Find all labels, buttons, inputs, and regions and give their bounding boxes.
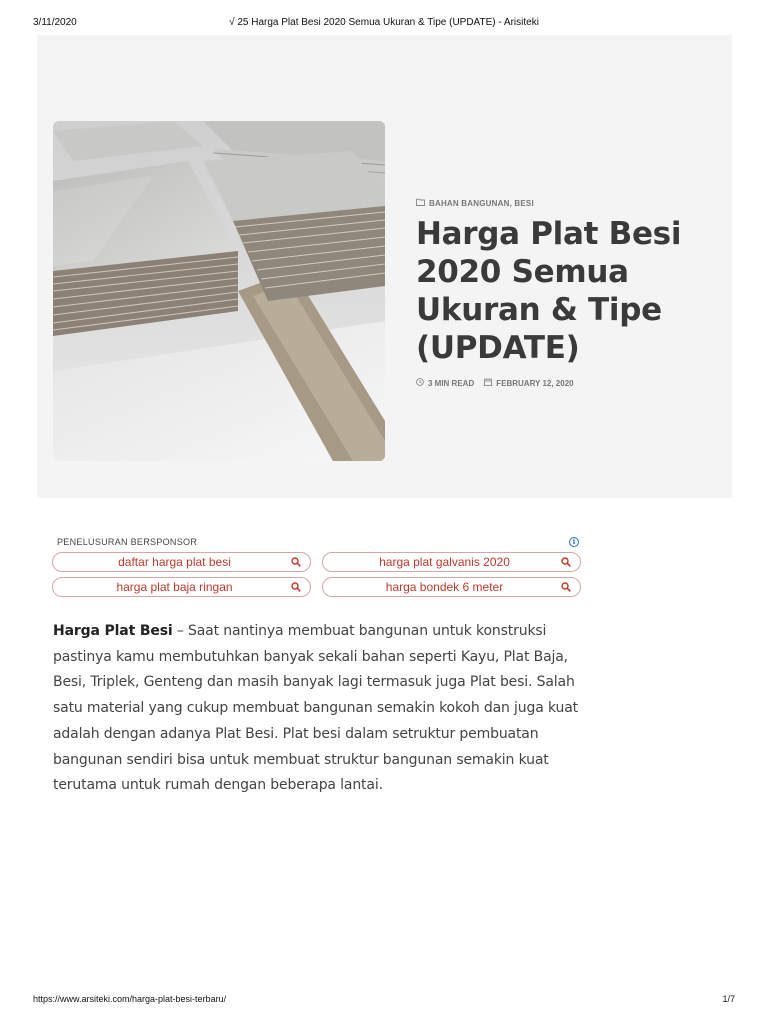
sponsored-search — [52, 536, 582, 602]
print-header — [33, 17, 735, 31]
article-lead-keyword: Harga Plat Besi — [53, 623, 173, 639]
search-icon — [561, 557, 571, 567]
read-time-label: 3 MIN READ — [428, 378, 475, 388]
print-footer — [33, 994, 735, 1006]
sponsored-link-3[interactable] — [52, 577, 311, 597]
category-links[interactable]: BAHAN BANGUNAN, BESI — [429, 198, 534, 208]
folder-icon — [416, 198, 425, 208]
post-date-label: FEBRUARY 12, 2020 — [496, 378, 574, 388]
print-date: 3/11/2020 — [33, 17, 77, 28]
sponsored-link-label: harga plat baja ringan — [116, 580, 233, 594]
sponsored-link-4[interactable] — [322, 577, 581, 597]
post-title: Harga Plat Besi 2020 Semua Ukuran & Tipe (UPDATE) — [416, 216, 682, 366]
sponsored-link-label: harga plat galvanis 2020 — [379, 555, 510, 569]
post-date — [484, 378, 573, 388]
calendar-icon — [484, 378, 492, 388]
clock-icon — [416, 378, 424, 388]
article-intro — [53, 619, 588, 799]
print-page-number: 1/7 — [722, 994, 735, 1004]
search-icon — [291, 557, 301, 567]
sponsored-label: PENELUSURAN BERSPONSOR — [57, 537, 198, 547]
search-icon — [291, 582, 301, 592]
sponsored-link-label: daftar harga plat besi — [118, 555, 231, 569]
stacked-steel-plates-photo — [53, 121, 385, 461]
article-intro-text: – Saat nantinya membuat bangunan untuk konstruksi pastinya kamu membutuhkan banyak sekali bahan seperti Kayu, Plat Baja, Besi, Triplek, Genteng dan masih banyak lagi termasuk juga Plat besi. Salah satu material yang cukup membuat bangunan semakin kokoh dan juga kuat adalah dengan adanya Plat Besi. Plat besi dalam setruktur pembuatan bangunan sendiri bisa untuk membuat struktur bangunan semakin kuat terutama untuk rumah dengan beberapa lantai. — [53, 623, 578, 794]
hero-section — [37, 35, 732, 498]
post-header — [416, 197, 716, 389]
post-categories — [416, 197, 716, 209]
search-icon — [561, 582, 571, 592]
print-url: https://www.arsiteki.com/harga-plat-besi-terbaru/ — [33, 994, 227, 1004]
featured-image[interactable] — [53, 121, 385, 461]
info-icon[interactable]: i — [569, 537, 579, 547]
sponsored-link-2[interactable] — [322, 552, 581, 572]
print-page-title: √ 25 Harga Plat Besi 2020 Semua Ukuran & Tipe (UPDATE) - Arisiteki — [229, 17, 539, 28]
read-time — [416, 378, 474, 388]
post-meta — [416, 377, 716, 389]
sponsored-link-1[interactable] — [52, 552, 311, 572]
sponsored-link-label: harga bondek 6 meter — [385, 580, 504, 594]
